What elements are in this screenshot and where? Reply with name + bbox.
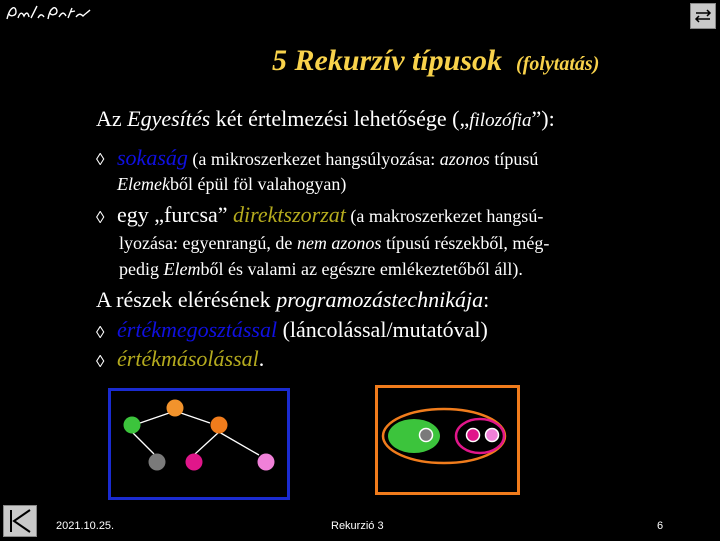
first-slide-button[interactable] — [3, 505, 37, 537]
bullet-text: (a makroszerkezet hangsú- — [345, 206, 544, 226]
bullet-text: pedig — [119, 259, 164, 279]
title-main: 5 Rekurzív típusok — [272, 44, 503, 77]
page-number: 6 — [657, 520, 664, 532]
term-ertekmasolas: értékmásolással — [117, 346, 259, 371]
gray-element — [420, 429, 433, 442]
access-text: : — [483, 287, 490, 312]
bullet-2-line-1 — [117, 202, 543, 228]
magenta-element — [467, 429, 480, 442]
tree-node-orange — [211, 417, 228, 434]
tree-edge — [132, 432, 154, 454]
tree-node-magenta — [186, 454, 203, 471]
access-term: programozástechnikája — [276, 287, 484, 312]
footer-date: 2021.10.25. — [56, 520, 115, 532]
signature-logo — [4, 2, 94, 29]
tree-frame — [110, 390, 289, 499]
term-ertekmegosztas: értékmegosztással — [117, 317, 278, 342]
bullet-text: ből és valami az egészre emlékeztetőből áll). — [200, 259, 523, 279]
set-diagram — [375, 385, 520, 495]
intro-text: ”): — [531, 106, 555, 131]
bullet-text: (a mikroszerkezet hangsúlyozása: — [187, 149, 440, 169]
bullet-1-line-2 — [117, 174, 346, 195]
bullet-text-italic: nem azonos — [296, 233, 382, 253]
bullet-text: ből épül föl valahogyan) — [169, 174, 347, 194]
swap-arrows-icon — [691, 4, 715, 28]
bullet-text: (láncolással/mutatóval) — [277, 317, 488, 342]
intro-text: két értelmezési lehetősége („ — [210, 106, 470, 131]
term-sokasag: sokaság — [117, 145, 188, 170]
term-elem: Elemek — [117, 174, 170, 194]
intro-philosophy: filozófia — [469, 110, 532, 131]
bullet-text: típusú — [489, 149, 539, 169]
intro-term: Egyesítés — [127, 106, 211, 131]
first-slide-icon — [4, 506, 36, 536]
bullet-text: típusú részekből, még- — [381, 233, 550, 253]
bullet-2-line-2 — [119, 233, 549, 254]
tree-node-gray — [149, 454, 166, 471]
access-text: A részek elérésének — [96, 287, 277, 312]
bullet-diamond-icon: ◊ — [96, 323, 105, 342]
tree-diagram — [108, 388, 290, 500]
slide-title — [272, 44, 599, 78]
bullet-text: lyozása: egyenrangú, de — [119, 233, 297, 253]
bullet-diamond-icon: ◊ — [96, 208, 105, 227]
tree-node-root — [167, 400, 184, 417]
bullet-4 — [117, 346, 264, 372]
bullet-text: egy „furcsa” — [117, 202, 234, 227]
tree-edge — [195, 432, 219, 454]
term-elem: Elem — [163, 259, 201, 279]
bullet-diamond-icon: ◊ — [96, 352, 105, 371]
bullet-3 — [117, 317, 488, 343]
term-direktszorzat: direktszorzat — [233, 202, 346, 227]
tree-edge — [219, 432, 259, 455]
intro-text: Az — [96, 106, 128, 131]
bullet-text: . — [258, 346, 265, 371]
access-line — [96, 287, 489, 313]
bullet-2-line-3 — [119, 259, 523, 280]
pink-element — [486, 429, 499, 442]
bullet-1-line-1 — [117, 145, 538, 171]
title-sub: (folytatás) — [516, 53, 600, 75]
intro-line — [96, 106, 555, 132]
swap-arrows-button[interactable] — [690, 3, 716, 29]
bullet-text-italic: azonos — [439, 149, 490, 169]
footer-title: Rekurzió 3 — [331, 520, 384, 532]
bullet-diamond-icon: ◊ — [96, 150, 105, 169]
tree-node-pink — [258, 454, 275, 471]
tree-node-green — [124, 417, 141, 434]
